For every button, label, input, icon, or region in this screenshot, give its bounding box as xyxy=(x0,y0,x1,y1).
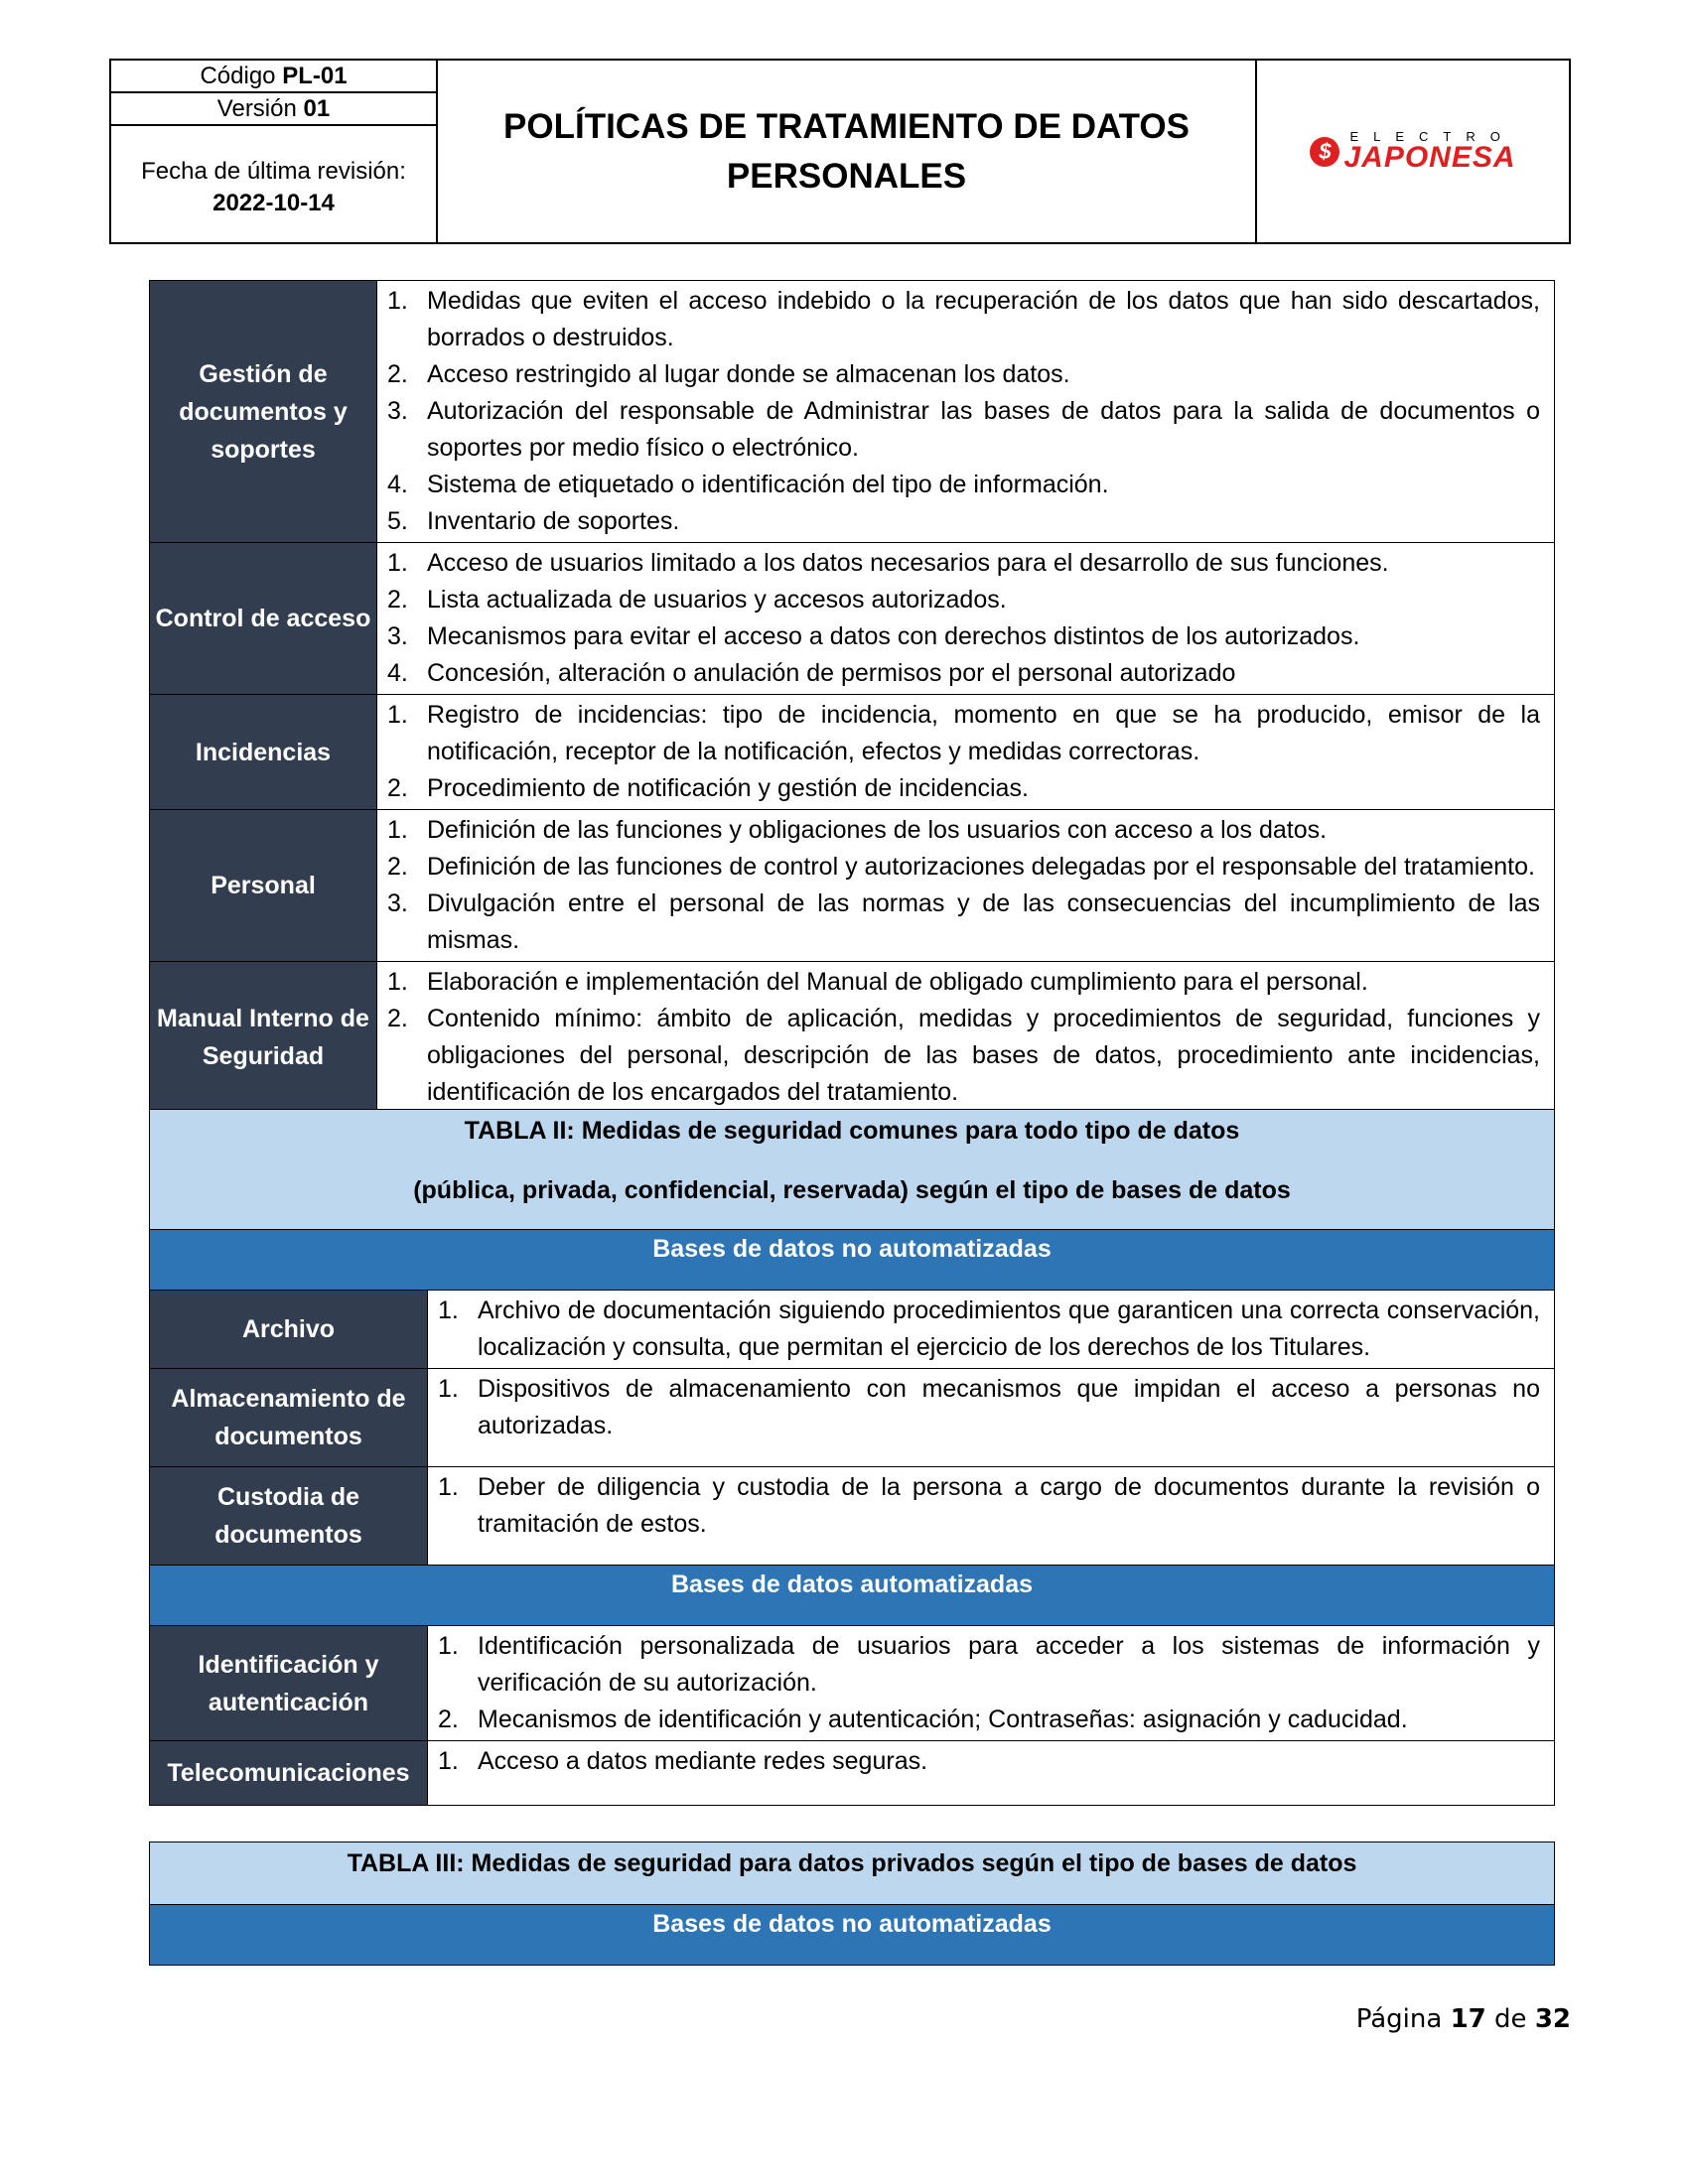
list-text: Identificación personalizada de usuarios para acceder a los sistemas de información y verificación de su autorización. xyxy=(478,1632,1540,1697)
codigo-value: PL-01 xyxy=(282,63,348,89)
list-number: 3. xyxy=(387,622,408,650)
list-item xyxy=(387,467,1540,503)
row-content xyxy=(377,543,1555,695)
table-row xyxy=(150,1741,1555,1806)
list-number: 3. xyxy=(387,889,408,917)
list-number: 2. xyxy=(387,586,408,614)
table-row xyxy=(150,543,1555,695)
list-number: 3. xyxy=(387,397,408,425)
list-text: Acceso restringido al lugar donde se almacenan los datos. xyxy=(427,360,1070,388)
tabla-ii-title-line-1: TABLA II: Medidas de seguridad comunes para todo tipo de datos xyxy=(464,1117,1240,1145)
list-text: Contenido mínimo: ámbito de aplicación, medidas y procedimientos de seguridad, funciones y obligaciones del personal, descripción de las bases de datos, procedimiento ante incidencias, identificación de los encargados del tratamiento. xyxy=(427,1005,1540,1106)
header-meta xyxy=(111,61,438,242)
tabla-ii-section-automated: Bases de datos automatizadas xyxy=(150,1566,1555,1626)
list-text: Autorización del responsable de Administrar las bases de datos para la salida de documentos o soportes por medio físico o electrónico. xyxy=(427,397,1540,462)
list-item xyxy=(387,770,1540,807)
logo-big-text: JAPONESA xyxy=(1343,141,1516,174)
table-row xyxy=(150,1626,1555,1741)
tabla-ii-section-non-automated: Bases de datos no automatizadas xyxy=(150,1230,1555,1291)
measure-list xyxy=(387,283,1540,540)
list-item xyxy=(438,1743,1540,1780)
measure-list xyxy=(387,545,1540,692)
list-item xyxy=(387,697,1540,770)
fecha-row xyxy=(111,126,436,219)
list-text: Mecanismos para evitar el acceso a datos con derechos distintos de los autorizados. xyxy=(427,622,1360,650)
list-text: Mecanismos de identificación y autenticación; Contraseñas: asignación y caducidad. xyxy=(478,1706,1408,1733)
row-content xyxy=(377,281,1555,543)
logo-cell xyxy=(1257,61,1569,242)
row-content xyxy=(428,1741,1555,1806)
list-item xyxy=(438,1293,1540,1366)
list-item xyxy=(387,1001,1540,1111)
list-text: Inventario de soportes. xyxy=(427,507,680,535)
page-number xyxy=(1356,2004,1571,2034)
row-label: Control de acceso xyxy=(150,543,377,695)
title-line-2: PERSONALES xyxy=(726,156,967,196)
list-text: Medidas que eviten el acceso indebido o la recuperación de los datos que han sido descartados, borrados o destruidos. xyxy=(427,287,1540,351)
list-text: Dispositivos de almacenamiento con mecanismos que impidan el acceso a personas no autorizadas. xyxy=(478,1375,1540,1439)
version-label: Versión xyxy=(216,95,297,122)
row-label: Telecomunicaciones xyxy=(150,1741,428,1806)
table-row xyxy=(150,962,1555,1114)
list-item xyxy=(387,545,1540,582)
list-text: Elaboración e implementación del Manual de obligado cumplimiento para el personal. xyxy=(427,968,1368,996)
list-item xyxy=(438,1628,1540,1702)
logo-small-text: ELECTRO xyxy=(1349,129,1515,144)
list-number: 2. xyxy=(387,774,408,802)
logo-mark-icon: $ xyxy=(1310,137,1339,167)
codigo-row xyxy=(111,61,436,93)
measure-list xyxy=(438,1743,1540,1780)
codigo-label: Código xyxy=(200,63,276,89)
list-text: Acceso de usuarios limitado a los datos necesarios para el desarrollo de sus funciones. xyxy=(427,549,1389,577)
page-separator: de xyxy=(1494,2004,1527,2034)
list-item xyxy=(387,503,1540,540)
list-item xyxy=(387,393,1540,467)
list-number: 4. xyxy=(387,659,408,687)
list-item xyxy=(387,618,1540,655)
fecha-value: 2022-10-14 xyxy=(212,190,335,216)
page-label: Página xyxy=(1355,2004,1443,2034)
list-text: Deber de diligencia y custodia de la persona a cargo de documentos durante la revisión o tramitación de estos. xyxy=(478,1473,1540,1538)
measure-list xyxy=(438,1371,1540,1444)
list-item xyxy=(438,1371,1540,1444)
security-measures-table xyxy=(149,280,1555,1114)
row-content xyxy=(428,1467,1555,1566)
measure-list xyxy=(387,697,1540,807)
list-item xyxy=(387,964,1540,1001)
version-row xyxy=(111,93,436,126)
tabla-ii-title xyxy=(150,1110,1555,1230)
row-content xyxy=(377,695,1555,810)
list-item xyxy=(438,1469,1540,1543)
list-number: 1. xyxy=(438,1747,459,1775)
row-label: Manual Interno de Seguridad xyxy=(150,962,377,1114)
row-label: Identificación y autenticación xyxy=(150,1626,428,1741)
list-number: 1. xyxy=(438,1297,459,1324)
list-text: Divulgación entre el personal de las normas y de las consecuencias del incumplimiento de las mismas. xyxy=(427,889,1540,954)
list-item xyxy=(387,812,1540,849)
measure-list xyxy=(387,964,1540,1111)
row-label: Gestión de documentos y soportes xyxy=(150,281,377,543)
row-content xyxy=(428,1626,1555,1741)
list-number: 2. xyxy=(387,1005,408,1032)
row-content xyxy=(377,810,1555,962)
table-row xyxy=(150,695,1555,810)
measure-list xyxy=(438,1469,1540,1543)
list-number: 2. xyxy=(438,1706,459,1733)
list-number: 1. xyxy=(387,549,408,577)
document-title xyxy=(438,61,1257,242)
list-text: Definición de las funciones de control y autorizaciones delegadas por el responsable del tratamiento. xyxy=(427,853,1535,881)
list-number: 5. xyxy=(387,507,408,535)
tabla-iii-title: TABLA III: Medidas de seguridad para datos privados según el tipo de bases de datos xyxy=(150,1843,1555,1905)
list-item xyxy=(387,886,1540,959)
row-label: Custodia de documentos xyxy=(150,1467,428,1566)
list-text: Procedimiento de notificación y gestión de incidencias. xyxy=(427,774,1029,802)
list-number: 2. xyxy=(387,360,408,388)
company-logo xyxy=(1310,130,1515,173)
list-text: Definición de las funciones y obligaciones de los usuarios con acceso a los datos. xyxy=(427,816,1328,844)
table-row xyxy=(150,1467,1555,1566)
document-header xyxy=(109,59,1571,244)
tabla-iii xyxy=(149,1842,1555,1966)
list-item xyxy=(387,582,1540,618)
list-number: 1. xyxy=(387,287,408,315)
row-label: Almacenamiento de documentos xyxy=(150,1369,428,1467)
list-number: 1. xyxy=(387,968,408,996)
tabla-ii xyxy=(149,1109,1555,1806)
measure-list xyxy=(387,812,1540,959)
list-text: Concesión, alteración o anulación de permisos por el personal autorizado xyxy=(427,659,1236,687)
list-item xyxy=(387,655,1540,692)
list-number: 1. xyxy=(438,1473,459,1501)
table-row xyxy=(150,281,1555,543)
page-total: 32 xyxy=(1534,2004,1571,2034)
list-text: Acceso a datos mediante redes seguras. xyxy=(478,1747,928,1775)
measure-list xyxy=(438,1293,1540,1366)
table-row xyxy=(150,1369,1555,1467)
row-label: Archivo xyxy=(150,1291,428,1369)
list-number: 1. xyxy=(387,816,408,844)
list-number: 1. xyxy=(387,701,408,729)
tabla-ii-title-line-2: (pública, privada, confidencial, reservada) según el tipo de bases de datos xyxy=(413,1176,1291,1204)
tabla-iii-section-non-automated: Bases de datos no automatizadas xyxy=(150,1905,1555,1966)
list-item xyxy=(387,849,1540,886)
fecha-label: Fecha de última revisión: xyxy=(141,158,406,185)
list-number: 1. xyxy=(438,1632,459,1660)
page-current: 17 xyxy=(1450,2004,1486,2034)
list-number: 1. xyxy=(438,1375,459,1403)
list-text: Archivo de documentación siguiendo procedimientos que garanticen una correcta conservación, localización y consulta, que permitan el ejercicio de los derechos de los Titulares. xyxy=(478,1297,1540,1361)
table-row xyxy=(150,810,1555,962)
list-item xyxy=(387,283,1540,356)
list-text: Registro de incidencias: tipo de incidencia, momento en que se ha producido, emisor de la notificación, receptor de la notificación, efectos y medidas correctoras. xyxy=(427,701,1540,765)
row-label: Personal xyxy=(150,810,377,962)
table-row xyxy=(150,1291,1555,1369)
title-line-1: POLÍTICAS DE TRATAMIENTO DE DATOS xyxy=(503,106,1190,146)
list-number: 4. xyxy=(387,471,408,498)
list-number: 2. xyxy=(387,853,408,881)
row-content xyxy=(428,1291,1555,1369)
list-item xyxy=(387,356,1540,393)
list-text: Sistema de etiquetado o identificación del tipo de información. xyxy=(427,471,1109,498)
measure-list xyxy=(438,1628,1540,1738)
row-content xyxy=(428,1369,1555,1467)
version-value: 01 xyxy=(303,95,331,122)
list-item xyxy=(438,1702,1540,1738)
list-text: Lista actualizada de usuarios y accesos autorizados. xyxy=(427,586,1007,614)
row-content xyxy=(377,962,1555,1114)
row-label: Incidencias xyxy=(150,695,377,810)
